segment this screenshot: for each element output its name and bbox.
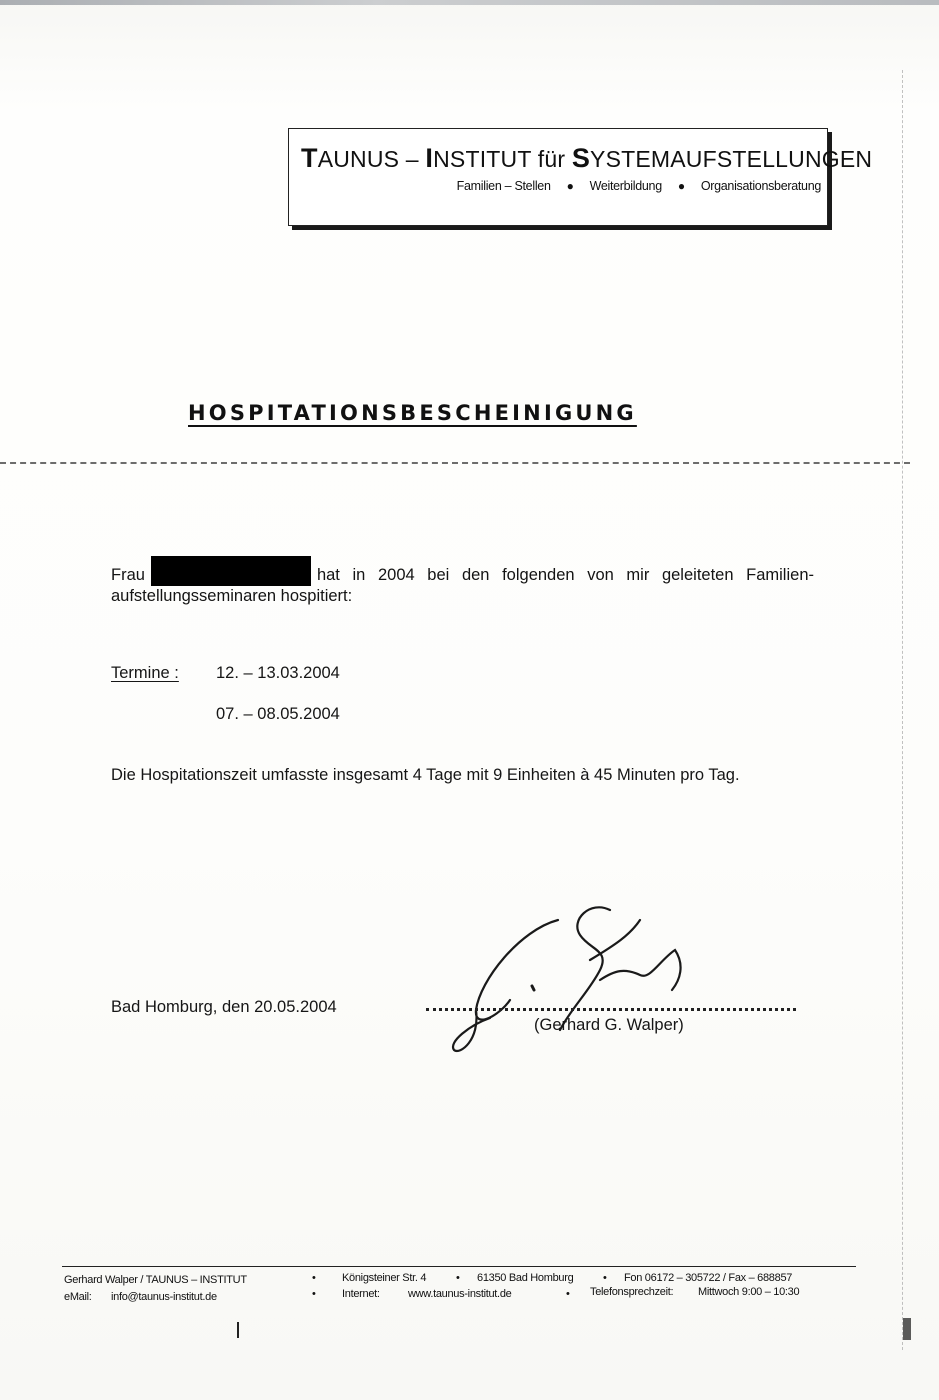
appointments-label: Termine : bbox=[111, 664, 179, 682]
appointment-date-1: 12. – 13.03.2004 bbox=[216, 664, 340, 682]
institute-name-part-1: AUNUS – bbox=[317, 146, 426, 172]
certificate-body bbox=[111, 556, 814, 606]
bullet-icon: • bbox=[312, 1288, 316, 1300]
fold-line-horizontal bbox=[0, 462, 910, 464]
tagline-item: Organisationsberatung bbox=[700, 179, 821, 193]
footer-web-link[interactable]: www.taunus-institut.de bbox=[408, 1288, 512, 1300]
footer-email-link[interactable]: info@taunus-institut.de bbox=[111, 1291, 217, 1303]
appointment-date-2: 07. – 08.05.2004 bbox=[216, 705, 340, 723]
footer-hours-label: Telefonsprechzeit: bbox=[590, 1286, 674, 1298]
hospitation-summary: Die Hospitationszeit umfasste insgesamt 4 Tage mit 9 Einheiten à 45 Minuten pro Tag. bbox=[111, 766, 740, 784]
signature-line bbox=[426, 1008, 796, 1011]
footer-city: 61350 Bad Homburg bbox=[477, 1272, 574, 1284]
institute-tagline bbox=[289, 179, 821, 193]
scan-mark bbox=[237, 1322, 239, 1338]
footer-email-label: eMail: bbox=[64, 1291, 92, 1303]
footer-phone: Fon 06172 – 305722 / Fax – 688857 bbox=[624, 1272, 793, 1284]
fold-mark-vertical bbox=[902, 70, 903, 1350]
body-sentence: hat in 2004 bei den folgenden von mir geleiteten Familien-aufstellungsseminaren hospitiert: bbox=[111, 566, 814, 605]
institute-name-part-2: NSTITUT für bbox=[433, 146, 572, 172]
bullet-icon: • bbox=[603, 1272, 607, 1284]
institute-name-initial-1: T bbox=[301, 143, 318, 173]
institute-name-initial-2: I bbox=[425, 143, 434, 173]
bullet-icon: ● bbox=[677, 179, 685, 193]
document-title: HOSPITATIONSBESCHEINIGUNG bbox=[188, 401, 637, 425]
institute-name-part-3: YSTEMAUFSTELLUNGEN bbox=[590, 146, 873, 172]
bullet-icon: • bbox=[456, 1272, 460, 1284]
handwritten-signature bbox=[440, 890, 720, 1070]
letterhead-box bbox=[288, 128, 873, 226]
salutation: Frau bbox=[111, 566, 145, 584]
redacted-name bbox=[151, 556, 311, 586]
place-and-date: Bad Homburg, den 20.05.2004 bbox=[111, 998, 337, 1016]
signer-name: (Gerhard G. Walper) bbox=[534, 1016, 684, 1034]
scan-mark bbox=[903, 1318, 911, 1340]
institute-name-initial-3: S bbox=[571, 143, 591, 173]
footer-address: Königsteiner Str. 4 bbox=[342, 1272, 427, 1284]
footer-sender: Gerhard Walper / TAUNUS – INSTITUT bbox=[64, 1274, 247, 1286]
footer-hours: Mittwoch 9:00 – 10:30 bbox=[698, 1286, 800, 1298]
footer-web-label: Internet: bbox=[342, 1288, 380, 1300]
footer-rule bbox=[62, 1266, 856, 1267]
bullet-icon: • bbox=[566, 1288, 570, 1300]
bullet-icon: • bbox=[312, 1272, 316, 1284]
bullet-icon: ● bbox=[566, 179, 574, 193]
tagline-item: Weiterbildung bbox=[589, 179, 662, 193]
tagline-item: Familien – Stellen bbox=[456, 179, 551, 193]
scan-top-edge bbox=[0, 0, 939, 5]
institute-name bbox=[301, 143, 873, 174]
